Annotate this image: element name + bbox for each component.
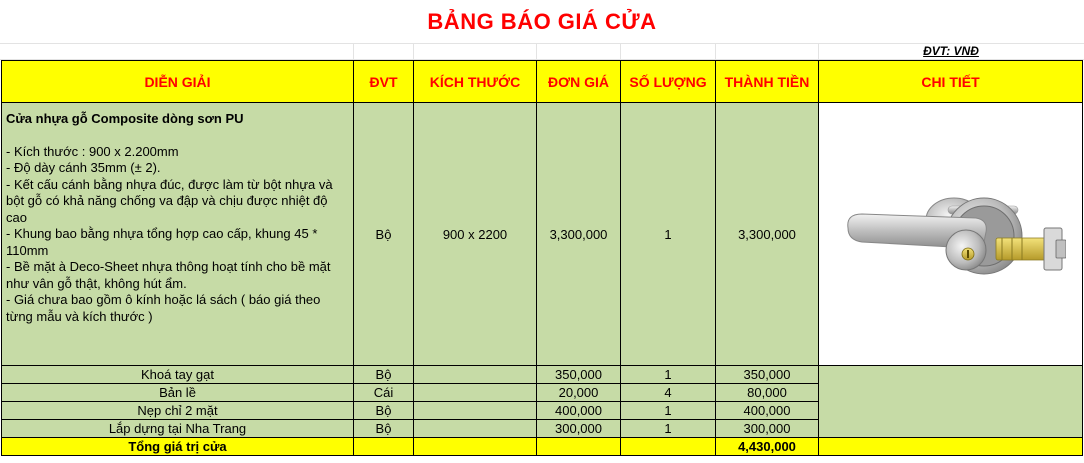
sub-item-name[interactable]: Nẹp chỉ 2 mặt: [2, 402, 354, 420]
spec-line: - Bề mặt à Deco-Sheet nhựa thông hoạt tính cho bề mặt như vân gỗ thật, không hút ẩm.: [6, 259, 331, 291]
sub-item-size[interactable]: [414, 402, 537, 420]
header-quantity[interactable]: SỐ LƯỢNG: [621, 61, 716, 103]
spec-line: - Khung bao bằng nhựa tổng hợp cao cấp, khung 45 * 110mm: [6, 226, 318, 258]
sub-item-size[interactable]: [414, 366, 537, 384]
total-empty-cell[interactable]: [819, 438, 1083, 456]
sub-item-unit[interactable]: Bộ: [354, 402, 414, 420]
price-table: [1, 60, 1083, 456]
sub-item-unit-price[interactable]: 350,000: [537, 366, 621, 384]
sub-item-unit[interactable]: Bộ: [354, 420, 414, 438]
main-item-description[interactable]: [2, 103, 354, 366]
total-empty-cell[interactable]: [414, 438, 537, 456]
total-amount[interactable]: 4,430,000: [716, 438, 819, 456]
total-label[interactable]: Tổng giá trị cửa: [2, 438, 354, 456]
header-unit[interactable]: ĐVT: [354, 61, 414, 103]
sub-item-name[interactable]: Bản lề: [2, 384, 354, 402]
main-item-amount[interactable]: 3,300,000: [716, 103, 819, 366]
grid-col-line: [413, 44, 414, 60]
sub-item-detail[interactable]: [819, 366, 1083, 438]
header-unit-price[interactable]: ĐƠN GIÁ: [537, 61, 621, 103]
spacer: [6, 128, 349, 144]
sub-item-quantity[interactable]: 4: [621, 384, 716, 402]
currency-unit-note: ĐVT: VNĐ: [923, 44, 979, 58]
sub-item-unit-price[interactable]: 400,000: [537, 402, 621, 420]
grid-col-line: [536, 44, 537, 60]
sub-item-unit-price[interactable]: 300,000: [537, 420, 621, 438]
spec-line: - Độ dày cánh 35mm (± 2).: [6, 160, 161, 175]
header-amount[interactable]: THÀNH TIỀN: [716, 61, 819, 103]
main-item-unit-price[interactable]: 3,300,000: [537, 103, 621, 366]
total-empty-cell[interactable]: [354, 438, 414, 456]
sub-item-amount[interactable]: 80,000: [716, 384, 819, 402]
header-size[interactable]: KÍCH THƯỚC: [414, 61, 537, 103]
sub-item-unit-price[interactable]: 20,000: [537, 384, 621, 402]
sub-item-size[interactable]: [414, 384, 537, 402]
page-title: BẢNG BÁO GIÁ CỬA: [0, 0, 1084, 44]
spec-line: - Kết cấu cánh bằng nhựa đúc, được làm từ bột nhựa và bột gỗ có khả năng chống va đập và chịu được nhiệt độ cao: [6, 176, 333, 225]
header-description[interactable]: DIỄN GIẢI: [2, 61, 354, 103]
grid-col-line: [715, 44, 716, 60]
total-empty-cell[interactable]: [537, 438, 621, 456]
main-item-quantity[interactable]: 1: [621, 103, 716, 366]
main-item-row: [2, 103, 1083, 366]
total-row: [2, 438, 1083, 456]
header-row: [2, 61, 1083, 103]
sub-item-quantity[interactable]: 1: [621, 420, 716, 438]
main-item-name: Cửa nhựa gỗ Composite dòng sơn PU: [6, 111, 244, 126]
header-detail[interactable]: CHI TIẾT: [819, 61, 1083, 103]
sub-item-amount[interactable]: 400,000: [716, 402, 819, 420]
grid-col-line: [353, 44, 354, 60]
sub-item-unit[interactable]: Bộ: [354, 366, 414, 384]
sub-item-quantity[interactable]: 1: [621, 402, 716, 420]
sub-item-amount[interactable]: 350,000: [716, 366, 819, 384]
sub-item-name[interactable]: Khoá tay gạt: [2, 366, 354, 384]
total-empty-cell[interactable]: [621, 438, 716, 456]
main-item-detail-image[interactable]: [819, 103, 1083, 366]
spec-line: - Kích thước : 900 x 2.200mm: [6, 143, 179, 159]
sub-item-amount[interactable]: 300,000: [716, 420, 819, 438]
grid-col-line: [620, 44, 621, 60]
sub-item-name[interactable]: Lắp dựng tại Nha Trang: [2, 420, 354, 438]
sub-item-unit[interactable]: Cái: [354, 384, 414, 402]
sub-item-quantity[interactable]: 1: [621, 366, 716, 384]
main-item-size[interactable]: 900 x 2200: [414, 103, 537, 366]
sub-item-row: [2, 366, 1083, 384]
sub-item-size[interactable]: [414, 420, 537, 438]
spec-line: - Giá chưa bao gồm ô kính hoặc lá sách ( báo giá theo từng mẫu và kích thước ): [6, 292, 321, 324]
main-item-unit[interactable]: Bộ: [354, 103, 414, 366]
lever-door-handle-icon: [836, 158, 1066, 308]
